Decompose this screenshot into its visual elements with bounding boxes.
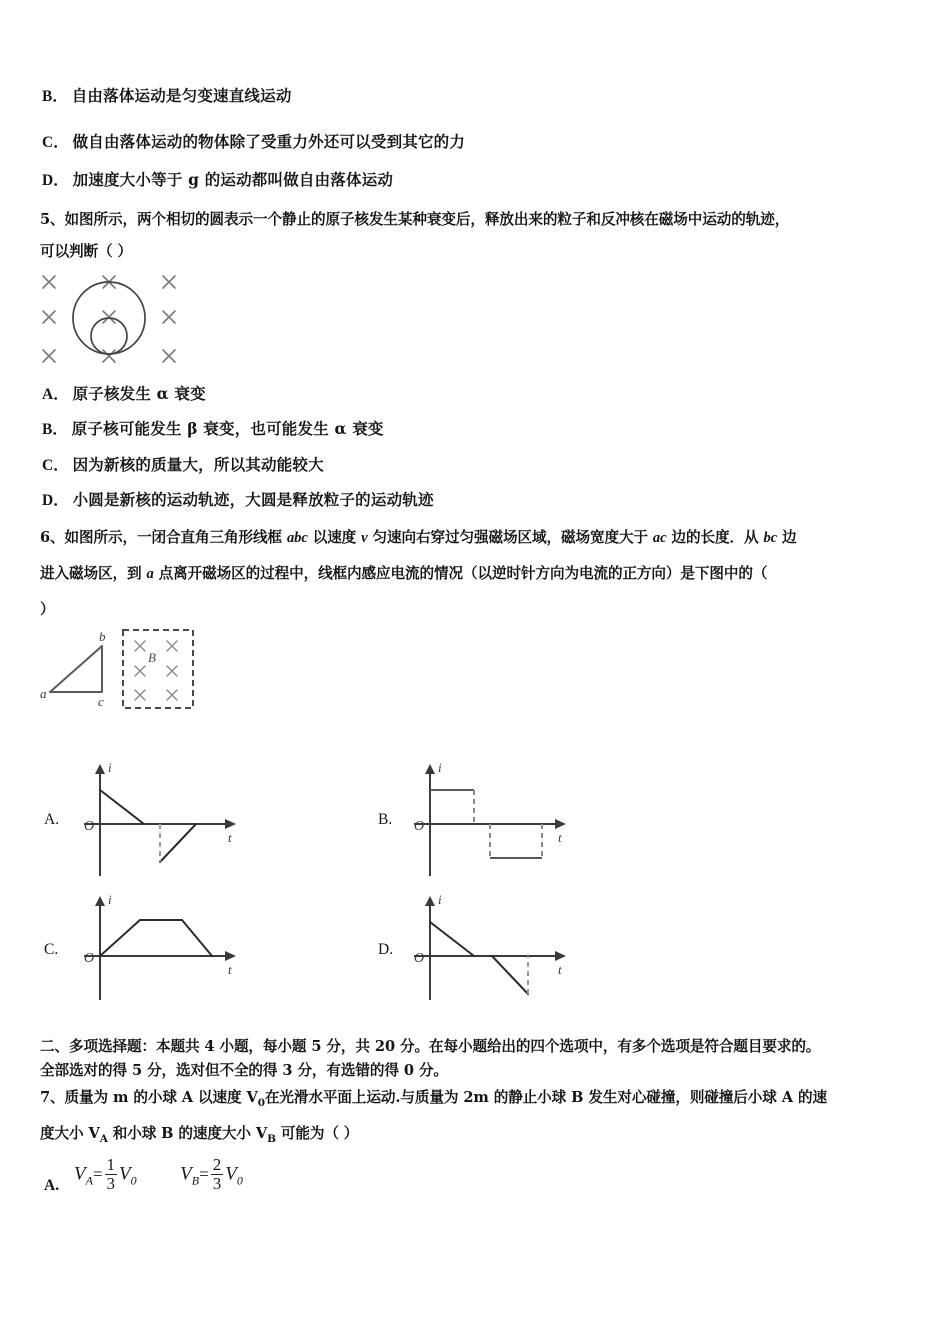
q7b-seg3: 可能为（ ） xyxy=(275,1125,359,1142)
q5-option-b xyxy=(42,421,384,438)
q7-option-a-equations xyxy=(74,1157,243,1194)
section2-line2: 全部选对的得 5 分，选对但不全的得 3 分，有选错的得 0 分。 xyxy=(40,1062,448,1079)
q7-va-var: V xyxy=(74,1163,86,1185)
q5-stem-line1: 5、如图所示，两个相切的圆表示一个静止的原子核发生某种衰变后，释放出来的粒子和反冲核在磁场中运动的轨迹， xyxy=(40,211,790,228)
q6-graph-c xyxy=(78,890,258,1010)
q7-option-a-label xyxy=(44,1178,59,1194)
q7-vb-eq: = xyxy=(199,1164,209,1184)
q6-stem-seg1: 6、如图所示，一闭合直角三角形线框 xyxy=(40,529,287,546)
q6-figure xyxy=(36,624,206,716)
q7-va-numerator: 1 xyxy=(106,1155,116,1174)
svg-text:t: t xyxy=(228,830,232,845)
q6-stem-line3: ） xyxy=(40,601,55,618)
svg-text:t: t xyxy=(558,962,562,977)
q7-vb-numerator: 2 xyxy=(212,1155,222,1174)
q4-option-c-label: C． xyxy=(42,134,69,151)
q7-va-denominator: 3 xyxy=(106,1173,116,1193)
q7-seg4: 的静止小球 B 发生对心碰撞，则碰撞后小球 A 的速 xyxy=(488,1089,827,1106)
q7-va-tail-sub: 0 xyxy=(130,1173,137,1188)
q5-option-b-label: B． xyxy=(42,421,68,438)
q7-stem-line1 xyxy=(40,1086,827,1109)
q4-option-c-text: 做自由落体运动的物体除了受重力外还可以受到其它的力 xyxy=(72,132,466,151)
svg-text:i: i xyxy=(438,892,442,907)
svg-text:t: t xyxy=(228,962,232,977)
q7-vb-fraction xyxy=(211,1156,224,1193)
q6-stem-seg2: 以速度 xyxy=(307,529,362,546)
q6-graph-b-label: B. xyxy=(378,811,393,828)
q6-graph-c-label: C. xyxy=(44,941,59,958)
svg-text:i: i xyxy=(108,892,112,907)
q5-figure xyxy=(34,266,184,374)
q7-m: m xyxy=(113,1089,129,1106)
svg-text:t: t xyxy=(558,830,562,845)
q6-graph-a xyxy=(78,758,258,888)
svg-text:a: a xyxy=(40,686,47,701)
q5-option-d-label: D． xyxy=(42,492,69,509)
q7-va-fraction xyxy=(105,1156,118,1193)
q7-seg3: 在光滑水平面上运动.与质量为 xyxy=(264,1089,464,1106)
q6-stem2-a: a xyxy=(146,566,154,582)
q5-option-a-text: 原子核发生 α 衰变 xyxy=(72,384,206,403)
q6-stem-bc: bc xyxy=(763,530,778,546)
q7b-subB: B xyxy=(267,1132,276,1145)
q7-vb-tail-var: V xyxy=(225,1163,237,1185)
q5-option-b-text: 原子核可能发生 β 衰变，也可能发生 α 衰变 xyxy=(71,419,384,438)
q5-option-c-label: C． xyxy=(42,457,69,474)
section2-line1: 二、多项选择题：本题共 4 小题，每小题 5 分，共 20 分。在每小题给出的四个选项中，有多个选项是符合题目要求的。 xyxy=(40,1038,821,1055)
q7-seg2: 的小球 A 以速度 V xyxy=(128,1089,258,1106)
q5-stem-line2: 可以判断（ ） xyxy=(40,243,132,260)
q7-sub0: 0 xyxy=(257,1096,265,1109)
q4-option-c xyxy=(42,134,465,151)
q7-option-a-label-text: A. xyxy=(44,1177,60,1194)
q5-option-d-text: 小圆是新核的运动轨迹，大圆是释放粒子的运动轨迹 xyxy=(72,490,434,509)
q7-vb-tail-sub: 0 xyxy=(236,1173,243,1188)
q7-va-tail-var: V xyxy=(119,1163,131,1185)
svg-text:i: i xyxy=(108,760,112,775)
q6-graph-a-label: A. xyxy=(44,811,60,828)
svg-text:O: O xyxy=(84,819,95,834)
q4-option-d-text: 加速度大小等于 g 的运动都叫做自由落体运动 xyxy=(72,170,394,189)
q5-option-a-label: A． xyxy=(42,386,69,403)
q6-stem-abc: abc xyxy=(286,530,308,546)
q7-va-sub: A xyxy=(85,1173,93,1188)
q7b-seg2: 和小球 B 的速度大小 V xyxy=(107,1125,268,1142)
svg-text:O: O xyxy=(414,819,425,834)
q6-stem2-seg2: 点离开磁场区的过程中，线框内感应电流的情况（以逆时针方向为电流的正方向）是下图中的（ xyxy=(153,565,768,582)
q6-stem-seg5: 边 xyxy=(777,529,797,546)
q7-vb-sub: B xyxy=(191,1173,200,1188)
q7b-subA: A xyxy=(99,1132,108,1145)
q7-vb-var: V xyxy=(180,1163,192,1185)
q6-stem-line2 xyxy=(40,562,767,583)
q7-stem-line2 xyxy=(40,1122,358,1145)
svg-text:O: O xyxy=(84,951,95,966)
q4-option-b-label: B． xyxy=(42,88,68,105)
svg-text:b: b xyxy=(99,629,106,644)
q7b-seg1: 度大小 V xyxy=(40,1125,100,1142)
q6-stem-seg3: 匀速向右穿过匀强磁场区域，磁场宽度大于 xyxy=(367,529,653,546)
q6-graph-d xyxy=(408,890,588,1010)
q6-graph-b xyxy=(408,758,588,888)
q4-option-d xyxy=(42,172,393,189)
q6-stem-line1 xyxy=(40,526,797,547)
q7-seg1: 7、质量为 xyxy=(40,1089,114,1106)
q7-va-eq: = xyxy=(92,1164,103,1184)
q6-stem2-seg1: 进入磁场区，到 xyxy=(40,565,147,582)
q4-option-d-label: D． xyxy=(42,172,69,189)
q4-option-b-text: 自由落体运动是匀变速直线运动 xyxy=(71,86,292,105)
q6-stem-seg4: 边的长度．从 xyxy=(666,529,764,546)
q6-graph-d-label: D. xyxy=(378,941,394,958)
q4-option-b xyxy=(42,88,292,105)
q7-vb-denominator: 3 xyxy=(212,1173,222,1193)
q7-2m: 2m xyxy=(463,1089,489,1106)
q6-stem-v: v xyxy=(361,530,368,546)
q5-option-c xyxy=(42,457,324,474)
q5-option-d xyxy=(42,492,434,509)
svg-text:c: c xyxy=(98,694,104,709)
svg-text:B: B xyxy=(148,650,156,665)
svg-text:i: i xyxy=(438,760,442,775)
q5-option-c-text: 因为新核的质量大，所以其动能较大 xyxy=(72,455,324,474)
q5-option-a xyxy=(42,386,206,403)
q6-stem-ac: ac xyxy=(652,530,667,546)
svg-text:O: O xyxy=(414,951,425,966)
